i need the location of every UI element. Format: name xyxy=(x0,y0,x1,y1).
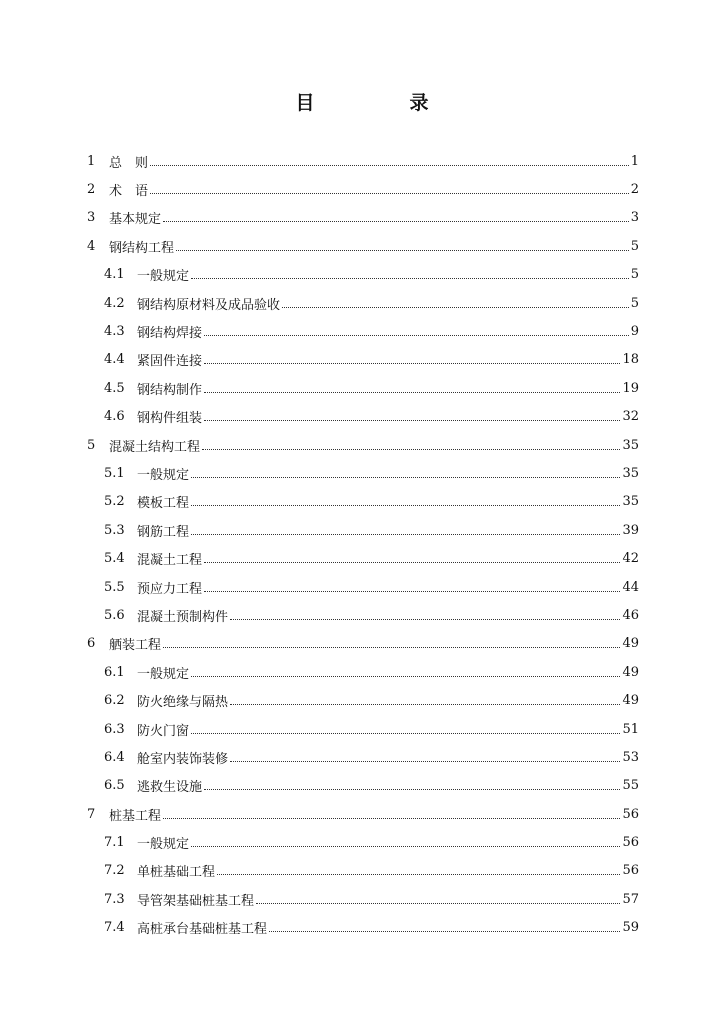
toc-entry-label: 一般规定 xyxy=(137,837,190,853)
toc-entry[interactable] xyxy=(87,289,639,317)
toc-leader-dots xyxy=(202,449,620,450)
toc-leader-dots xyxy=(204,335,629,336)
toc-entry-page: 35 xyxy=(622,465,639,481)
toc-entry-page: 35 xyxy=(622,437,639,453)
toc-leader-dots xyxy=(163,221,629,222)
toc-entry-number: 6 xyxy=(87,636,96,652)
toc-entry-page: 19 xyxy=(622,380,639,396)
toc-entry-page: 53 xyxy=(622,749,639,765)
toc-entry-page: 56 xyxy=(622,863,639,879)
toc-entry-number: 5.5 xyxy=(104,579,125,595)
table-of-contents xyxy=(87,147,639,942)
toc-entry-page: 49 xyxy=(622,693,639,709)
toc-entry[interactable] xyxy=(87,828,639,856)
toc-entry-label: 混凝土结构工程 xyxy=(109,439,201,455)
toc-entry-page: 44 xyxy=(622,579,639,595)
toc-entry-label: 紧固件连接 xyxy=(137,354,203,370)
toc-entry-page: 46 xyxy=(622,607,639,623)
toc-entry[interactable] xyxy=(87,772,639,800)
toc-leader-dots xyxy=(191,505,620,506)
toc-entry-label: 一般规定 xyxy=(137,467,190,483)
toc-entry-label: 逃救生设施 xyxy=(137,780,203,796)
toc-entry-label: 舾装工程 xyxy=(109,638,162,654)
toc-entry[interactable] xyxy=(87,317,639,345)
toc-entry-number: 5.3 xyxy=(104,522,125,538)
toc-leader-dots xyxy=(230,761,620,762)
toc-entry-label: 钢筋工程 xyxy=(137,524,190,540)
toc-entry-page: 42 xyxy=(622,551,639,567)
toc-entry-number: 5.1 xyxy=(104,465,125,481)
toc-entry[interactable] xyxy=(87,459,639,487)
toc-leader-dots xyxy=(282,307,629,308)
toc-entry-page: 49 xyxy=(622,636,639,652)
toc-leader-dots xyxy=(163,818,620,819)
toc-leader-dots xyxy=(191,846,620,847)
toc-entry-page: 51 xyxy=(622,721,639,737)
toc-entry-number: 4.4 xyxy=(104,352,125,368)
toc-entry[interactable] xyxy=(87,601,639,629)
toc-leader-dots xyxy=(204,789,620,790)
toc-entry-number: 6.1 xyxy=(104,664,125,680)
toc-entry[interactable] xyxy=(87,573,639,601)
toc-entry-number: 4.3 xyxy=(104,324,125,340)
toc-entry-number: 4 xyxy=(87,238,96,254)
toc-entry-number: 7 xyxy=(87,806,96,822)
toc-entry-number: 7.3 xyxy=(104,891,125,907)
page-title: 目 录 xyxy=(295,92,467,114)
toc-entry-number: 1 xyxy=(87,153,96,169)
toc-entry[interactable] xyxy=(87,346,639,374)
toc-entry[interactable] xyxy=(87,232,639,260)
toc-entry[interactable] xyxy=(87,857,639,885)
toc-leader-dots xyxy=(269,931,620,932)
toc-leader-dots xyxy=(191,278,629,279)
toc-entry-label: 预应力工程 xyxy=(137,581,203,597)
toc-entry-number: 5.6 xyxy=(104,607,125,623)
toc-entry[interactable] xyxy=(87,431,639,459)
toc-entry[interactable] xyxy=(87,488,639,516)
toc-leader-dots xyxy=(204,363,620,364)
toc-entry[interactable] xyxy=(87,743,639,771)
toc-entry-number: 6.5 xyxy=(104,778,125,794)
toc-entry[interactable] xyxy=(87,800,639,828)
toc-leader-dots xyxy=(150,165,629,166)
toc-leader-dots xyxy=(191,676,620,677)
toc-entry-label: 舱室内装饰装修 xyxy=(137,751,229,767)
toc-leader-dots xyxy=(256,903,620,904)
toc-entry-number: 4.2 xyxy=(104,295,125,311)
toc-leader-dots xyxy=(204,562,620,563)
toc-entry-number: 5.4 xyxy=(104,551,125,567)
toc-entry-number: 7.4 xyxy=(104,920,125,936)
toc-entry-page: 1 xyxy=(630,153,639,169)
toc-entry-label: 桩基工程 xyxy=(109,808,162,824)
toc-leader-dots xyxy=(176,250,629,251)
toc-entry-label: 一般规定 xyxy=(137,666,190,682)
toc-leader-dots xyxy=(204,420,620,421)
toc-entry-number: 4.1 xyxy=(104,267,125,283)
toc-entry-label: 钢结构焊接 xyxy=(137,326,203,342)
toc-entry-page: 56 xyxy=(622,806,639,822)
toc-entry[interactable] xyxy=(87,885,639,913)
toc-leader-dots xyxy=(191,733,620,734)
toc-leader-dots xyxy=(230,619,620,620)
toc-entry-number: 5.2 xyxy=(104,494,125,510)
toc-entry[interactable] xyxy=(87,658,639,686)
toc-entry-label: 防火门窗 xyxy=(137,723,190,739)
toc-entry-label: 钢结构制作 xyxy=(137,382,203,398)
toc-entry-page: 5 xyxy=(630,238,639,254)
toc-entry-label: 钢结构工程 xyxy=(109,240,175,256)
toc-entry-page: 49 xyxy=(622,664,639,680)
toc-entry-page: 5 xyxy=(630,267,639,283)
toc-entry[interactable] xyxy=(87,686,639,714)
toc-entry[interactable] xyxy=(87,630,639,658)
toc-entry-page: 32 xyxy=(622,409,639,425)
toc-leader-dots xyxy=(150,193,629,194)
toc-entry-number: 7.1 xyxy=(104,835,125,851)
toc-entry-label: 钢构件组装 xyxy=(137,411,203,427)
toc-entry-number: 4.6 xyxy=(104,409,125,425)
toc-entry[interactable] xyxy=(87,204,639,232)
toc-entry-number: 7.2 xyxy=(104,863,125,879)
toc-entry-page: 39 xyxy=(622,522,639,538)
toc-entry-page: 9 xyxy=(630,324,639,340)
toc-entry-label: 高桩承台基础桩基工程 xyxy=(137,922,268,938)
toc-leader-dots xyxy=(204,392,620,393)
toc-entry[interactable] xyxy=(87,374,639,402)
toc-entry-number: 2 xyxy=(87,182,96,198)
toc-entry-number: 4.5 xyxy=(104,380,125,396)
toc-entry-label: 混凝土预制构件 xyxy=(137,609,229,625)
toc-leader-dots xyxy=(204,591,620,592)
toc-entry[interactable] xyxy=(87,516,639,544)
toc-entry-page: 2 xyxy=(630,182,639,198)
toc-entry-label: 防火绝缘与隔热 xyxy=(137,695,229,711)
toc-entry-page: 56 xyxy=(622,835,639,851)
toc-entry[interactable] xyxy=(87,147,639,175)
toc-entry[interactable] xyxy=(87,175,639,203)
toc-entry[interactable] xyxy=(87,544,639,572)
toc-entry-label: 单桩基础工程 xyxy=(137,865,216,881)
toc-entry-label: 钢结构原材料及成品验收 xyxy=(137,297,281,313)
toc-entry-label: 术 语 xyxy=(109,184,149,200)
toc-entry-label: 混凝土工程 xyxy=(137,553,203,569)
toc-entry-number: 6.3 xyxy=(104,721,125,737)
toc-entry[interactable] xyxy=(87,914,639,942)
toc-entry-page: 35 xyxy=(622,494,639,510)
toc-entry-label: 总 则 xyxy=(109,155,149,171)
toc-entry-number: 5 xyxy=(87,437,96,453)
toc-leader-dots xyxy=(191,534,620,535)
toc-leader-dots xyxy=(163,647,620,648)
toc-entry-label: 模板工程 xyxy=(137,496,190,512)
toc-entry-page: 5 xyxy=(630,295,639,311)
toc-entry[interactable] xyxy=(87,403,639,431)
toc-entry-label: 基本规定 xyxy=(109,212,162,228)
toc-entry-page: 55 xyxy=(622,778,639,794)
toc-entry-label: 一般规定 xyxy=(137,269,190,285)
toc-entry[interactable] xyxy=(87,261,639,289)
toc-entry-page: 18 xyxy=(622,352,639,368)
toc-leader-dots xyxy=(230,704,620,705)
toc-entry-page: 59 xyxy=(622,920,639,936)
toc-entry-number: 6.4 xyxy=(104,749,125,765)
toc-leader-dots xyxy=(191,477,620,478)
toc-entry-number: 3 xyxy=(87,210,96,226)
toc-entry[interactable] xyxy=(87,715,639,743)
toc-entry-page: 3 xyxy=(630,210,639,226)
toc-leader-dots xyxy=(217,874,620,875)
toc-entry-number: 6.2 xyxy=(104,693,125,709)
toc-entry-label: 导管架基础桩基工程 xyxy=(137,893,255,909)
toc-entry-page: 57 xyxy=(622,891,639,907)
